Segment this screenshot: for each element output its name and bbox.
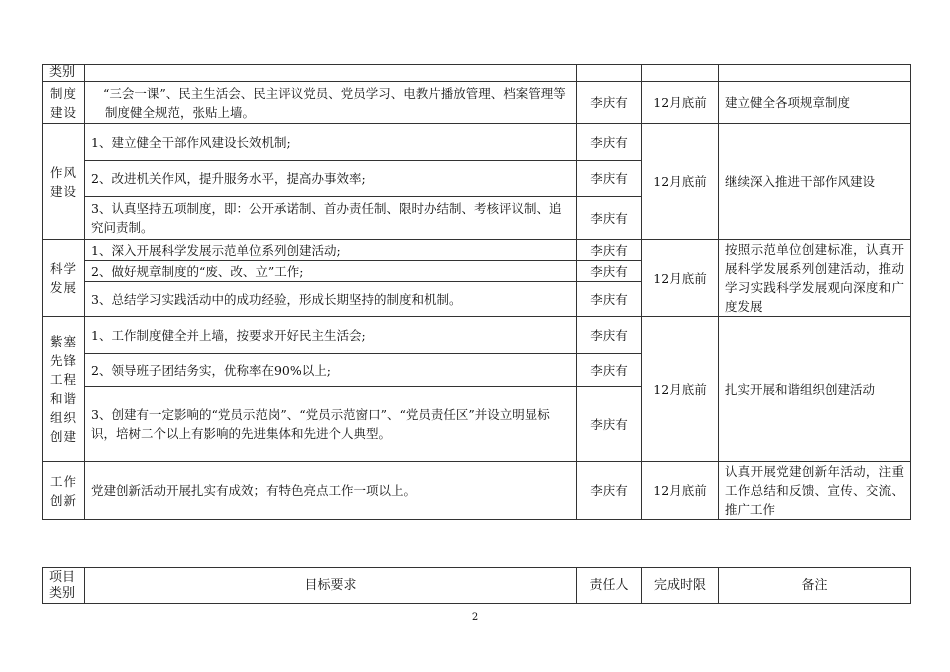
person-zuofeng-1: 李庆有 (577, 124, 642, 161)
person-gongzuo: 李庆有 (577, 462, 642, 520)
note-gongzuo: 认真开展党建创新年活动，注重工作总结和反馈、宣传、交流、推广工作 (719, 462, 911, 520)
category-zuofeng: 作风建设 (43, 124, 85, 240)
person-kexue-3: 李庆有 (577, 282, 642, 317)
note-zhidu: 建立健全各项规章制度 (719, 82, 911, 124)
goal-kexue-3: 3、总结学习实践活动中的成功经验，形成长期坚持的制度和机制。 (85, 282, 577, 317)
person-zhidu: 李庆有 (577, 82, 642, 124)
header-category: 类别 (43, 65, 85, 82)
goal-zuofeng-3: 3、认真坚持五项制度，即：公开承诺制、首办责任制、限时办结制、考核评议制、追究问责制。 (85, 197, 577, 240)
goal-zisai-2: 2、领导班子团结务实，优称率在90%以上; (85, 354, 577, 387)
person-kexue-1: 李庆有 (577, 240, 642, 261)
category-kexue: 科学发展 (43, 240, 85, 317)
table-row-gongzuo (43, 462, 911, 520)
table-row-zuofeng-1 (43, 124, 911, 161)
note-kexue: 按照示范单位创建标准，认真开展科学发展系列创建活动，推动学习实践科学发展观向深度和广度发展 (719, 240, 911, 317)
goal-kexue-2: 2、做好规章制度的“废、改、立”工作; (85, 261, 577, 282)
person-zisai-2: 李庆有 (577, 354, 642, 387)
table-row-zisai-1 (43, 317, 911, 354)
page-number: 2 (471, 612, 479, 623)
person-zisai-1: 李庆有 (577, 317, 642, 354)
category-gongzuo: 工作创新 (43, 462, 85, 520)
table-row-kexue-1 (43, 240, 911, 261)
goal-zisai-1: 1、工作制度健全并上墙，按要求开好民主生活会; (85, 317, 577, 354)
header-deadline: 完成时限 (642, 568, 719, 604)
person-kexue-2: 李庆有 (577, 261, 642, 282)
goal-zuofeng-2: 2、改进机关作风，提升服务水平，提高办事效率; (85, 161, 577, 197)
header-note: 备注 (719, 568, 911, 604)
header-project-category: 项目类别 (43, 568, 85, 604)
goal-zuofeng-1: 1、建立健全干部作风建设长效机制; (85, 124, 577, 161)
person-zisai-3: 李庆有 (577, 387, 642, 462)
table-header-row (43, 568, 911, 604)
note-zuofeng: 继续深入推进干部作风建设 (719, 124, 911, 240)
note-zisai: 扎实开展和谐组织创建活动 (719, 317, 911, 462)
table-row-zhidu (43, 82, 911, 124)
deadline-zisai: 12月底前 (642, 317, 719, 462)
deadline-zuofeng: 12月底前 (642, 124, 719, 240)
table-header-row-partial (43, 65, 911, 82)
goal-zisai-3: 3、创建有一定影响的“党员示范岗”、“党员示范窗口”、“党员责任区”并设立明显标识，培树二个以上有影响的先进集体和先进个人典型。 (85, 387, 577, 462)
deadline-gongzuo: 12月底前 (642, 462, 719, 520)
goal-zhidu: “三会一课”、民主生活会、民主评议党员、党员学习、电教片播放管理、档案管理等制度健全规范，张贴上墙。 (85, 82, 577, 124)
repeat-header-table (42, 567, 911, 604)
goal-gongzuo: 党建创新活动开展扎实有成效；有特色亮点工作一项以上。 (85, 462, 577, 520)
person-zuofeng-2: 李庆有 (577, 161, 642, 197)
category-zisai: 紫塞先锋工程和谐组织创建 (43, 317, 85, 462)
work-plan-table (42, 64, 911, 520)
header-goal: 目标要求 (85, 568, 577, 604)
deadline-kexue: 12月底前 (642, 240, 719, 317)
category-zhidu: 制度建设 (43, 82, 85, 124)
deadline-zhidu: 12月底前 (642, 82, 719, 124)
header-person: 责任人 (577, 568, 642, 604)
goal-kexue-1: 1、深入开展科学发展示范单位系列创建活动; (85, 240, 577, 261)
person-zuofeng-3: 李庆有 (577, 197, 642, 240)
